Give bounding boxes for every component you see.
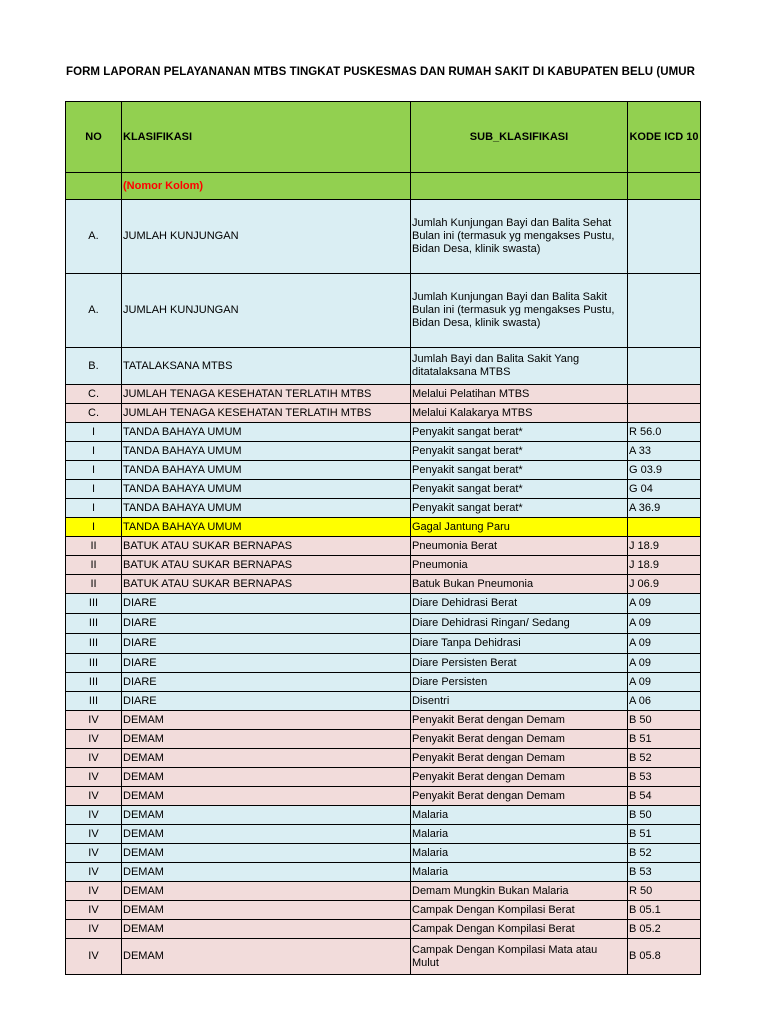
row-sub-klasifikasi-cell: Penyakit Berat dengan Demam [411, 730, 628, 749]
row-kode-icd-cell: A 06 [628, 692, 701, 711]
row-kode-icd-cell: J 18.9 [628, 556, 701, 575]
row-no-cell: II [66, 575, 122, 594]
row-no-cell: IV [66, 711, 122, 730]
row-kode-icd-cell: A 09 [628, 594, 701, 614]
row-sub-klasifikasi-cell: Jumlah Kunjungan Bayi dan Balita Sakit Bulan ini (termasuk yg mengakses Pustu, Bidan Desa, klinik swasta) [411, 274, 628, 348]
table-row [66, 882, 701, 901]
table-row [66, 654, 701, 673]
row-kode-icd-cell: A 33 [628, 442, 701, 461]
row-kode-icd-cell: B 51 [628, 825, 701, 844]
table-row [66, 939, 701, 975]
row-kode-icd-cell: G 03.9 [628, 461, 701, 480]
row-klasifikasi-cell: DEMAM [122, 806, 411, 825]
table-row [66, 556, 701, 575]
nomor-kolom-label: (Nomor Kolom) [122, 173, 411, 200]
table-row [66, 920, 701, 939]
row-sub-klasifikasi-cell: Malaria [411, 806, 628, 825]
row-klasifikasi-cell: JUMLAH TENAGA KESEHATAN TERLATIH MTBS [122, 404, 411, 423]
row-sub-klasifikasi-cell: Penyakit Berat dengan Demam [411, 711, 628, 730]
row-klasifikasi-cell: JUMLAH KUNJUNGAN [122, 200, 411, 274]
row-klasifikasi-cell: TANDA BAHAYA UMUM [122, 442, 411, 461]
row-klasifikasi-cell: BATUK ATAU SUKAR BERNAPAS [122, 537, 411, 556]
row-kode-icd-cell: B 05.2 [628, 920, 701, 939]
row-klasifikasi-cell: DEMAM [122, 730, 411, 749]
row-no-cell: IV [66, 920, 122, 939]
header-sub-klasifikasi: SUB_KLASIFIKASI [411, 102, 628, 173]
row-kode-icd-cell: B 51 [628, 730, 701, 749]
row-no-cell: I [66, 423, 122, 442]
table-row [66, 200, 701, 274]
row-klasifikasi-cell: DIARE [122, 614, 411, 634]
report-table [65, 101, 701, 975]
row-sub-klasifikasi-cell: Malaria [411, 825, 628, 844]
table-row [66, 594, 701, 614]
row-klasifikasi-cell: DIARE [122, 634, 411, 654]
table-row [66, 499, 701, 518]
row-kode-icd-cell: A 09 [628, 654, 701, 673]
row-kode-icd-cell: G 04 [628, 480, 701, 499]
table-row [66, 575, 701, 594]
table-row [66, 385, 701, 404]
row-kode-icd-cell: B 05.8 [628, 939, 701, 975]
table-row [66, 673, 701, 692]
row-sub-klasifikasi-cell: Jumlah Bayi dan Balita Sakit Yang ditatalaksana MTBS [411, 348, 628, 385]
row-sub-klasifikasi-cell: Campak Dengan Kompilasi Mata atau Mulut [411, 939, 628, 975]
row-sub-klasifikasi-cell: Penyakit Berat dengan Demam [411, 787, 628, 806]
row-no-cell: IV [66, 806, 122, 825]
row-no-cell: C. [66, 404, 122, 423]
row-klasifikasi-cell: DEMAM [122, 901, 411, 920]
row-kode-icd-cell: B 50 [628, 711, 701, 730]
row-sub-klasifikasi-cell: Penyakit sangat berat* [411, 461, 628, 480]
row-kode-icd-cell: A 09 [628, 614, 701, 634]
row-no-cell: IV [66, 749, 122, 768]
table-row [66, 730, 701, 749]
row-sub-klasifikasi-cell: Diare Persisten Berat [411, 654, 628, 673]
row-sub-klasifikasi-cell: Pneumonia [411, 556, 628, 575]
row-klasifikasi-cell: DEMAM [122, 939, 411, 975]
row-no-cell: A. [66, 200, 122, 274]
table-row [66, 442, 701, 461]
header-no: NO [66, 102, 122, 173]
table-row [66, 711, 701, 730]
row-klasifikasi-cell: JUMLAH KUNJUNGAN [122, 274, 411, 348]
table-row [66, 480, 701, 499]
row-klasifikasi-cell: BATUK ATAU SUKAR BERNAPAS [122, 556, 411, 575]
table-row [66, 749, 701, 768]
row-sub-klasifikasi-cell: Campak Dengan Kompilasi Berat [411, 901, 628, 920]
row-klasifikasi-cell: TANDA BAHAYA UMUM [122, 518, 411, 537]
header-klasifikasi: KLASIFIKASI [122, 102, 411, 173]
row-klasifikasi-cell: DIARE [122, 654, 411, 673]
row-klasifikasi-cell: DEMAM [122, 787, 411, 806]
table-row [66, 614, 701, 634]
table-row [66, 537, 701, 556]
row-sub-klasifikasi-cell: Malaria [411, 844, 628, 863]
nomor-kolom-empty [628, 173, 701, 200]
row-no-cell: IV [66, 768, 122, 787]
row-no-cell: A. [66, 274, 122, 348]
row-kode-icd-cell [628, 385, 701, 404]
row-kode-icd-cell: A 09 [628, 634, 701, 654]
row-kode-icd-cell [628, 348, 701, 385]
row-kode-icd-cell: B 50 [628, 806, 701, 825]
form-title: FORM LAPORAN PELAYANANAN MTBS TINGKAT PUSKESMAS DAN RUMAH SAKIT DI KABUPATEN BELU (UMUR [66, 66, 695, 78]
row-klasifikasi-cell: DEMAM [122, 768, 411, 787]
header-row [66, 102, 701, 173]
row-no-cell: I [66, 480, 122, 499]
row-sub-klasifikasi-cell: Pneumonia Berat [411, 537, 628, 556]
nomor-kolom-row [66, 173, 701, 200]
row-no-cell: I [66, 518, 122, 537]
row-sub-klasifikasi-cell: Melalui Pelatihan MTBS [411, 385, 628, 404]
row-klasifikasi-cell: DIARE [122, 692, 411, 711]
table-row [66, 274, 701, 348]
row-kode-icd-cell: A 36.9 [628, 499, 701, 518]
row-kode-icd-cell [628, 404, 701, 423]
row-sub-klasifikasi-cell: Diare Tanpa Dehidrasi [411, 634, 628, 654]
row-no-cell: III [66, 594, 122, 614]
row-no-cell: IV [66, 844, 122, 863]
row-kode-icd-cell: B 54 [628, 787, 701, 806]
table-row [66, 423, 701, 442]
row-no-cell: IV [66, 939, 122, 975]
row-klasifikasi-cell: DEMAM [122, 863, 411, 882]
row-no-cell: IV [66, 882, 122, 901]
table-row [66, 901, 701, 920]
row-no-cell: B. [66, 348, 122, 385]
table-row [66, 787, 701, 806]
row-no-cell: II [66, 556, 122, 575]
row-klasifikasi-cell: DEMAM [122, 825, 411, 844]
table-row [66, 634, 701, 654]
row-sub-klasifikasi-cell: Demam Mungkin Bukan Malaria [411, 882, 628, 901]
row-kode-icd-cell: B 05.1 [628, 901, 701, 920]
row-klasifikasi-cell: TANDA BAHAYA UMUM [122, 480, 411, 499]
row-klasifikasi-cell: DIARE [122, 594, 411, 614]
row-kode-icd-cell: J 06.9 [628, 575, 701, 594]
row-kode-icd-cell: J 18.9 [628, 537, 701, 556]
row-no-cell: IV [66, 825, 122, 844]
row-sub-klasifikasi-cell: Batuk Bukan Pneumonia [411, 575, 628, 594]
row-no-cell: IV [66, 730, 122, 749]
row-kode-icd-cell: A 09 [628, 673, 701, 692]
row-sub-klasifikasi-cell: Penyakit sangat berat* [411, 442, 628, 461]
row-no-cell: III [66, 614, 122, 634]
row-no-cell: II [66, 537, 122, 556]
row-no-cell: I [66, 461, 122, 480]
row-sub-klasifikasi-cell: Penyakit Berat dengan Demam [411, 768, 628, 787]
table-row [66, 518, 701, 537]
row-klasifikasi-cell: DEMAM [122, 844, 411, 863]
table-row [66, 806, 701, 825]
row-kode-icd-cell: R 56.0 [628, 423, 701, 442]
row-kode-icd-cell: B 52 [628, 844, 701, 863]
row-klasifikasi-cell: DEMAM [122, 749, 411, 768]
row-sub-klasifikasi-cell: Penyakit sangat berat* [411, 480, 628, 499]
row-sub-klasifikasi-cell: Diare Dehidrasi Ringan/ Sedang [411, 614, 628, 634]
row-klasifikasi-cell: DEMAM [122, 920, 411, 939]
row-sub-klasifikasi-cell: Malaria [411, 863, 628, 882]
row-klasifikasi-cell: TANDA BAHAYA UMUM [122, 461, 411, 480]
row-no-cell: IV [66, 863, 122, 882]
row-sub-klasifikasi-cell: Jumlah Kunjungan Bayi dan Balita Sehat Bulan ini (termasuk yg mengakses Pustu, Bidan Desa, klinik swasta) [411, 200, 628, 274]
table-row [66, 863, 701, 882]
row-klasifikasi-cell: BATUK ATAU SUKAR BERNAPAS [122, 575, 411, 594]
row-sub-klasifikasi-cell: Gagal Jantung Paru [411, 518, 628, 537]
row-sub-klasifikasi-cell: Melalui Kalakarya MTBS [411, 404, 628, 423]
row-no-cell: III [66, 654, 122, 673]
row-no-cell: III [66, 692, 122, 711]
row-kode-icd-cell [628, 274, 701, 348]
row-klasifikasi-cell: TANDA BAHAYA UMUM [122, 499, 411, 518]
row-sub-klasifikasi-cell: Penyakit sangat berat* [411, 423, 628, 442]
row-sub-klasifikasi-cell: Diare Persisten [411, 673, 628, 692]
row-klasifikasi-cell: DEMAM [122, 882, 411, 901]
header-kode-icd: KODE ICD 10 [628, 102, 701, 173]
row-klasifikasi-cell: DEMAM [122, 711, 411, 730]
row-klasifikasi-cell: JUMLAH TENAGA KESEHATAN TERLATIH MTBS [122, 385, 411, 404]
row-klasifikasi-cell: TANDA BAHAYA UMUM [122, 423, 411, 442]
row-sub-klasifikasi-cell: Penyakit Berat dengan Demam [411, 749, 628, 768]
row-kode-icd-cell: B 53 [628, 768, 701, 787]
table-row [66, 692, 701, 711]
nomor-kolom-empty [66, 173, 122, 200]
nomor-kolom-empty [411, 173, 628, 200]
row-sub-klasifikasi-cell: Campak Dengan Kompilasi Berat [411, 920, 628, 939]
row-sub-klasifikasi-cell: Diare Dehidrasi Berat [411, 594, 628, 614]
table-row [66, 825, 701, 844]
row-sub-klasifikasi-cell: Disentri [411, 692, 628, 711]
row-sub-klasifikasi-cell: Penyakit sangat berat* [411, 499, 628, 518]
row-klasifikasi-cell: TATALAKSANA MTBS [122, 348, 411, 385]
row-kode-icd-cell: R 50 [628, 882, 701, 901]
table-row [66, 768, 701, 787]
row-no-cell: III [66, 634, 122, 654]
table-row [66, 844, 701, 863]
row-kode-icd-cell [628, 200, 701, 274]
table-row [66, 404, 701, 423]
row-no-cell: IV [66, 787, 122, 806]
table-row [66, 461, 701, 480]
row-klasifikasi-cell: DIARE [122, 673, 411, 692]
table-row [66, 348, 701, 385]
row-kode-icd-cell: B 52 [628, 749, 701, 768]
row-no-cell: I [66, 499, 122, 518]
row-kode-icd-cell: B 53 [628, 863, 701, 882]
row-kode-icd-cell [628, 518, 701, 537]
row-no-cell: I [66, 442, 122, 461]
row-no-cell: C. [66, 385, 122, 404]
row-no-cell: III [66, 673, 122, 692]
row-no-cell: IV [66, 901, 122, 920]
